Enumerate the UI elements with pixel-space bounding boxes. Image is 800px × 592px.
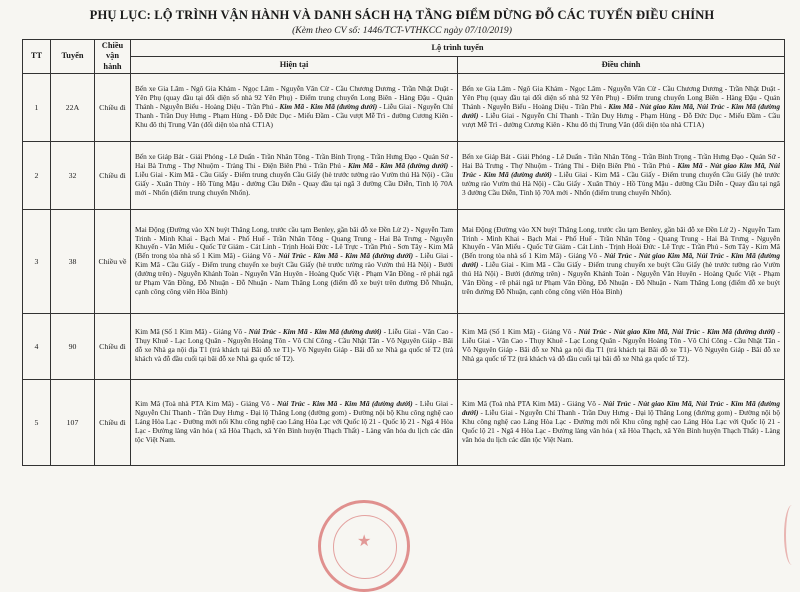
seal-inner-ring bbox=[333, 515, 397, 579]
highlighted-segment: Núi Trúc - Kim Mã - Kim Mã (đường dưới) bbox=[248, 327, 382, 337]
highlighted-segment: Kim Mã - Kim Mã (đường dưới) bbox=[279, 101, 378, 111]
header-route-itinerary: Lộ trình tuyến bbox=[131, 40, 785, 57]
itinerary-segment: - Liễu Giai - Kim Mã - Cầu Giấy - Điểm trung chuyển Cầu Giấy (hè trước tường rào Vườn thú Hà Nội) - Cầu Giấy - Xuân Thủy - Hồ Tùng Mậu - đường Cầu Diễn - Quay đầu tại ngã 3 đường Cầu Diễn, Tỉnh lộ 70A mới - Nhổn (điểm trung chuyển Nhổn). bbox=[462, 169, 780, 197]
header-route: Tuyến bbox=[51, 40, 95, 74]
document-title: PHỤ LỤC: LỘ TRÌNH VẬN HÀNH VÀ DANH SÁCH HẠ TẦNG ĐIỂM DỪNG ĐỖ CÁC TUYẾN ĐIỀU CHỈNH bbox=[89, 8, 715, 22]
itinerary-segment: Mai Động (Đường vào XN buýt Thăng Long, trước cầu tạm Benley, gần bãi đỗ xe Đền Lừ 2) - Nguyễn Tam Trinh - Minh Khai - Bạch Mai - Phố Huế - Trần Nhân Tông - Quang Trung - Hai Bà Trưng - Nguyễn Khuyến - Văn Miếu - Quốc Tử Giám - Cát Linh - Trịnh Hoài Đức - Lê Trực - Trần Phú - Sơn Tây - Kim Mã (Bến trong tòa nhà số 1 Kim Mã) - Giảng Võ - bbox=[135, 224, 453, 261]
table-row bbox=[23, 379, 785, 465]
highlighted-segment: Núi Trúc - Nút giao Kim Mã, Núi Trúc - Kim Mã (đường dưới) bbox=[578, 327, 776, 337]
current-itinerary-cell bbox=[131, 209, 458, 313]
table-row bbox=[23, 141, 785, 209]
route-number: 32 bbox=[51, 141, 95, 209]
direction-cell: Chiều đi bbox=[95, 313, 131, 379]
direction-cell: Chiều về bbox=[95, 209, 131, 313]
route-number: 90 bbox=[51, 313, 95, 379]
route-number: 38 bbox=[51, 209, 95, 313]
row-number: 1 bbox=[23, 73, 51, 141]
routes-table-body bbox=[23, 73, 785, 465]
routes-table bbox=[22, 39, 785, 466]
itinerary-segment: Kim Mã (Số 1 Kim Mã) - Giảng Võ - bbox=[135, 327, 249, 337]
route-number: 22A bbox=[51, 73, 95, 141]
itinerary-segment: Bến xe Giáp Bát - Giải Phóng - Lê Duẩn - Trần Nhân Tông - Trần Bình Trọng - Trần Hưng Đạo - Quán Sứ - Hai Bà Trưng - Thợ Nhuộm - Tràng Thi - Điện Biên Phủ - Trần Phú - bbox=[135, 152, 453, 170]
header-current: Hiện tại bbox=[131, 56, 458, 73]
itinerary-segment: Bến xe Giáp Bát - Giải Phóng - Lê Duẩn - Trần Nhân Tông - Trần Bình Trọng - Trần Hưng Đạo - Quán Sứ - Hai Bà Trưng - Thợ Nhuộm - Tràng Thi - Điện Biên Phủ - Trần Phú - bbox=[462, 152, 780, 170]
adjusted-itinerary-cell bbox=[458, 73, 785, 141]
itinerary-segment: Kim Mã (Toà nhà PTA Kim Mã) - Giảng Võ - bbox=[135, 399, 277, 409]
table-row bbox=[23, 73, 785, 141]
itinerary-segment: - Liễu Giai - Văn Cao - Thụy Khuê - Lạc Long Quân - Nguyễn Hoàng Tôn - Võ Chí Công - Cầu Nhật Tân - Võ Nguyên Giáp - Bãi đỗ xe Nhà ga nội địa T1 (trả khách tại Bãi đỗ xe T1)- Võ Nguyên Giáp - Bãi đỗ xe Nhà ga quốc tế T2 (trả khách và đỗ đầu cuối tại bãi đỗ xe Nhà ga quốc tế T2). bbox=[462, 327, 780, 364]
itinerary-segment: Kim Mã (Toà nhà PTA Kim Mã) - Giảng Võ - bbox=[462, 399, 603, 409]
adjusted-itinerary-cell bbox=[458, 209, 785, 313]
table-row bbox=[23, 209, 785, 313]
itinerary-segment: - Liễu Giai - Kim Mã - Cầu Giấy - Điểm trung chuyển xe buýt Cầu Giấy (hè trước tường rào Vườn thú Hà Nội) - Bưởi (đường trên) - Nguyễn Khánh Toàn - Nguyễn Văn Huyên - Hoàng Quốc Việt - Phạm Văn Đồng - rẽ phải ngã tư Phạm Văn Đồng, Đỗ Nhuận - Đỗ Nhuận - Nam Thăng Long (điểm đỗ xe buýt trên đường Đỗ Nhuận, cạnh công công viên Hòa Bình) bbox=[462, 260, 780, 296]
official-seal-stamp bbox=[318, 500, 410, 592]
adjusted-itinerary-cell bbox=[458, 141, 785, 209]
highlighted-segment: Núi Trúc - Kim Mã - Kim Mã (đường dưới) bbox=[278, 251, 414, 261]
highlighted-segment: Núi Trúc - Nút giao Kim Mã, Núi Trúc - Kim Mã (đường dưới) bbox=[462, 399, 780, 417]
itinerary-segment: - Liễu Giai - Văn Cao - Thụy Khuê - Lạc Long Quân - Nguyễn Hoàng Tôn - Võ Chí Công - Cầu Nhật Tân - Võ Nguyên Giáp - Bãi đỗ xe Nhà ga nội địa T1 (trả khách tại Bãi đỗ xe T1)- Võ Nguyên Giáp - Bãi đỗ xe Nhà ga quốc tế T2 (trả khách và đỗ đầu cuối tại bãi đỗ xe Nhà ga quốc tế T2). bbox=[135, 327, 453, 364]
header-tt: TT bbox=[23, 40, 51, 74]
itinerary-segment: - Liễu Giai - Nguyễn Chí Thanh - Trần Duy Hưng - Phạm Hùng - Đỗ Đức Dục - Miếu Đầm - Cầu vượt Mễ Trì - đường Cương Kiên - Khu đô thị Trung Văn (đối diện tòa nhà CT1A) bbox=[462, 110, 780, 129]
row-number: 5 bbox=[23, 379, 51, 465]
itinerary-segment: - Liễu Giai - Kim Mã - Cầu Giấy - Điểm trung chuyển xe buýt Cầu Giấy (hè trước tường rào Vườn thú Hà Nội) - Bưởi (đường trên) - Nguyễn Khánh Toàn - Nguyễn Văn Huyên - Hoàng Quốc Việt - Phạm Văn Đồng - rẽ phải ngã tư Phạm Văn Đồng, Đỗ Nhuận - Đỗ Nhuận - Nam Thăng Long (điểm đỗ xe buýt trên đường Đỗ Nhuận, cạnh công công viên Hòa Bình) bbox=[135, 251, 453, 296]
header-adjusted: Điều chỉnh bbox=[458, 56, 785, 73]
highlighted-segment: Núi Trúc - Nút giao Kim Mã, Núi Trúc - Kim Mã (đường dưới) bbox=[462, 251, 781, 270]
itinerary-segment: Mai Động (Đường vào XN buýt Thăng Long, trước cầu tạm Benley, gần bãi đỗ xe Đền Lừ 2) - Nguyễn Tam Trinh - Minh Khai - Bạch Mai - Phố Huế - Trần Nhân Tông - Quang Trung - Hai Bà Trưng - Nguyễn Khuyến - Văn Miếu - Quốc Tử Giám - Cát Linh - Trịnh Hoài Đức - Lê Trực - Trần Phú - Sơn Tây - Kim Mã (Bến trong tòa nhà số 1 Kim Mã) - Giảng Võ - bbox=[462, 224, 780, 261]
highlighted-segment: Núi Trúc - Kim Mã - Kim Mã (đường dưới) bbox=[276, 399, 413, 409]
row-number: 4 bbox=[23, 313, 51, 379]
highlighted-segment: Kim Mã - Kim Mã (đường dưới) bbox=[347, 160, 449, 170]
itinerary-segment: - Liễu Giai - Kim Mã - Cầu Giấy - Điểm trung chuyển Cầu Giấy (hè trước tường rào Vườn thú Hà Nội) - Cầu Giấy - Xuân Thủy - Hồ Tùng Mậu - đường Cầu Diễn - Quay đầu tại ngã 3 đường Cầu Diễn, Tỉnh lộ 70A mới - Nhổn (điểm trung chuyển Nhổn). bbox=[135, 160, 453, 197]
highlighted-segment: Kim Mã - Nút giao Kim Mã, Núi Trúc - Kim Mã (đường dưới) bbox=[462, 101, 780, 120]
current-itinerary-cell bbox=[131, 313, 458, 379]
itinerary-segment: - Liễu Giai - Nguyễn Chí Thanh - Trần Duy Hưng - Phạm Hùng - Đỗ Đức Dục - Miếu Đầm - Cầu vượt Mễ Trì - đường Cương Kiên - Khu đô thị Trung Văn (đối diện tòa nhà CT1A) bbox=[135, 101, 453, 129]
row-number: 3 bbox=[23, 209, 51, 313]
current-itinerary-cell bbox=[131, 379, 458, 465]
document-subtitle: (Kèm theo CV số: 1446/TCT-VTHKCC ngày 07/10/2019) bbox=[292, 25, 512, 36]
seal-star-icon: ★ bbox=[357, 531, 372, 550]
direction-cell: Chiều đi bbox=[95, 379, 131, 465]
itinerary-segment: - Liễu Giai - Nguyễn Chí Thanh - Trần Duy Hưng - Đại lộ Thăng Long (đường gom) - Đường nội bộ Khu công nghệ cao Láng Hòa Lạc - Đường mới nối Khu công nghệ cao Láng Hòa Lạc với Quốc lộ 21 - Quốc lộ 21 - Ngã 4 Hòa Lạc - Đường làng văn hóa ( xã Hòa Thạch, xã Yên Bình huyện Thạch Thất) - Làng văn hóa du lịch các dân tộc Việt Nam. bbox=[135, 399, 453, 444]
adjusted-itinerary-cell bbox=[458, 313, 785, 379]
current-itinerary-cell bbox=[131, 141, 458, 209]
highlighted-segment: Kim Mã - Nút giao Kim Mã, Núi Trúc - Kim Mã (đường dưới) bbox=[462, 160, 780, 179]
itinerary-segment: - Liễu Giai - Nguyễn Chí Thanh - Trần Duy Hưng - Đại lộ Thăng Long (đường gom) - Đường nội bộ Khu công nghệ cao Láng Hòa Lạc - Đường mới nối Khu công nghệ cao Láng Hòa Lạc với Quốc lộ 21 - Quốc lộ 21 - Ngã 4 Hòa Lạc - Đường làng văn hóa ( xã Hòa Thạch, xã Yên Bình huyện Thạch Thất) - Làng văn hóa du lịch các dân tộc Việt Nam. bbox=[462, 407, 780, 444]
itinerary-segment: Kim Mã (Số 1 Kim Mã) - Giảng Võ - bbox=[462, 327, 579, 337]
direction-cell: Chiều đi bbox=[95, 141, 131, 209]
route-number: 107 bbox=[51, 379, 95, 465]
current-itinerary-cell bbox=[131, 73, 458, 141]
adjusted-itinerary-cell bbox=[458, 379, 785, 465]
header-direction: Chiều vận hành bbox=[95, 40, 131, 74]
itinerary-segment: Bến xe Gia Lâm - Ngô Gia Khảm - Ngọc Lâm - Nguyễn Văn Cừ - Cầu Chương Dương - Trần Nhật Duật - Yên Phụ (quay đầu tại đối diện số nhà 92 Yên Phụ) - Điểm trung chuyển Long Biên - Hàng Đậu - Quán Thánh - Nguyễn Biểu - Hoàng Diệu - Trần Phú - bbox=[135, 84, 453, 111]
itinerary-segment: Bến xe Gia Lâm - Ngô Gia Khảm - Ngọc Lâm - Nguyễn Văn Cừ - Cầu Chương Dương - Trần Nhật Duật - Yên Phụ (quay đầu tại đối diện số nhà 92 Yên Phụ) - Điểm trung chuyển Long Biên - Hàng Đậu - Quán Thánh - Nguyễn Biểu - Hoàng Diệu - Trần Phú - bbox=[462, 84, 780, 111]
row-number: 2 bbox=[23, 141, 51, 209]
table-row bbox=[23, 313, 785, 379]
direction-cell: Chiều đi bbox=[95, 73, 131, 141]
page-seal-edge bbox=[784, 505, 800, 565]
